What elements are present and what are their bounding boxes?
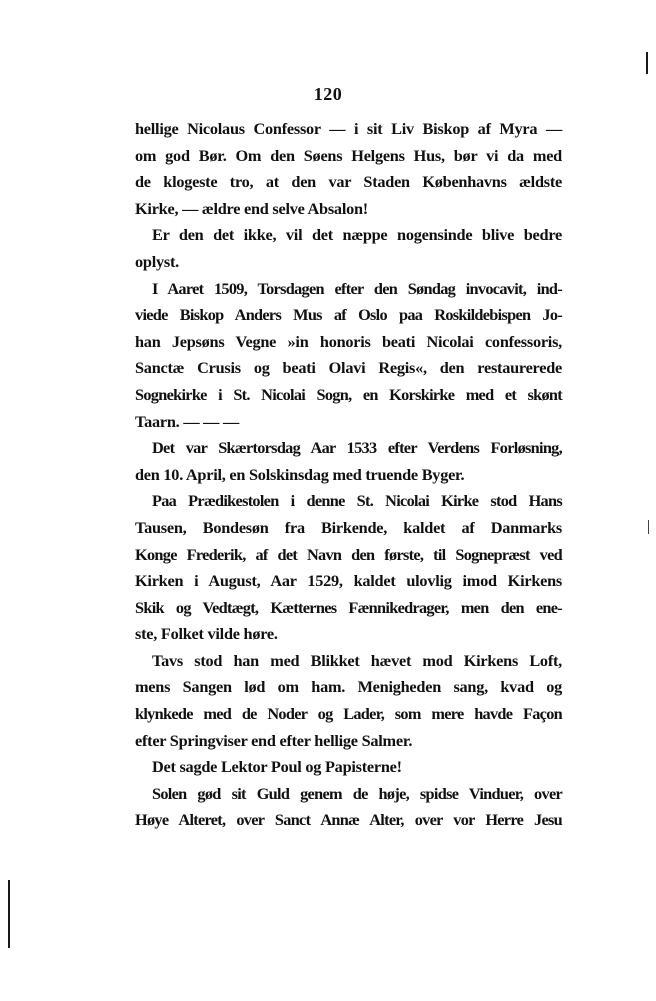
page-number: 120 (313, 84, 343, 104)
text-line: den 10. April, en Solskinsdag med truende Byger. (135, 464, 465, 484)
text-line: Taarn. — — — (135, 411, 240, 431)
text-line: mens Sangen lød om ham. Menigheden sang, kvad og (135, 677, 562, 697)
text-line: efter Springviser end efter hellige Salmer. (135, 730, 413, 750)
paragraph-start-line: Er den det ikke, vil det næppe nogensinde blive bedre (152, 225, 562, 245)
text-line: klynkede med de Noder og Lader, som mere havde Façon (135, 704, 562, 724)
text-line: Sognekirke i St. Nicolai Sogn, en Korskirke med et skønt (135, 384, 562, 404)
text-line: Skik og Vedtægt, Kætternes Fænnikedrager, men den ene- (135, 597, 562, 617)
scan-edge-mark-top-right (646, 52, 648, 74)
paragraph-start-line: Det var Skærtorsdag Aar 1533 efter Verdens Forløsning, (152, 438, 562, 458)
text-line: de klogeste tro, at den var Staden Københavns ældste (135, 172, 562, 192)
text-line: ste, Folket vilde høre. (135, 624, 278, 644)
text-line: Kirke, — ældre end selve Absalon! (135, 198, 368, 218)
paragraph-start-line: I Aaret 1509, Torsdagen efter den Søndag invocavit, ind- (152, 278, 562, 298)
text-line: hellige Nicolaus Confessor — i sit Liv Biskop af Myra — (135, 119, 562, 138)
paragraph-start-line: Paa Prædikestolen i denne St. Nicolai Kirke stod Hans (152, 491, 562, 511)
text-line: om god Bør. Om den Søens Helgens Hus, bør vi da med (135, 145, 562, 165)
text-line: viede Biskop Anders Mus af Oslo paa Roskildebispen Jo- (135, 305, 562, 325)
text-line: Sanctæ Crusis og beati Olavi Regis«, den restaurerede (135, 358, 562, 378)
paragraph-start-line: Solen gød sit Guld genem de høje, spidse Vinduer, over (152, 783, 562, 803)
text-line: Konge Frederik, af det Navn den første, til Sognepræst ved (135, 544, 562, 564)
scan-edge-mark-bottom-left (8, 880, 10, 948)
paragraph-start-line: Det sagde Lektor Poul og Papisterne! (152, 757, 402, 777)
body-text (135, 116, 562, 834)
text-line: han Jepsøns Vegne »in honoris beati Nicolai confessoris, (135, 331, 562, 351)
text-line: Tausen, Bondesøn fra Birkende, kaldet af Danmarks (135, 517, 562, 537)
scan-edge-mark-right (648, 520, 649, 534)
text-line: Kirken i August, Aar 1529, kaldet ulovlig imod Kirkens (135, 571, 562, 591)
text-line: oplyst. (135, 251, 179, 271)
paragraph-start-line: Tavs stod han med Blikket hævet mod Kirkens Loft, (152, 650, 562, 670)
text-line: Høye Alteret, over Sanct Annæ Alter, over vor Herre Jesu (135, 810, 562, 830)
